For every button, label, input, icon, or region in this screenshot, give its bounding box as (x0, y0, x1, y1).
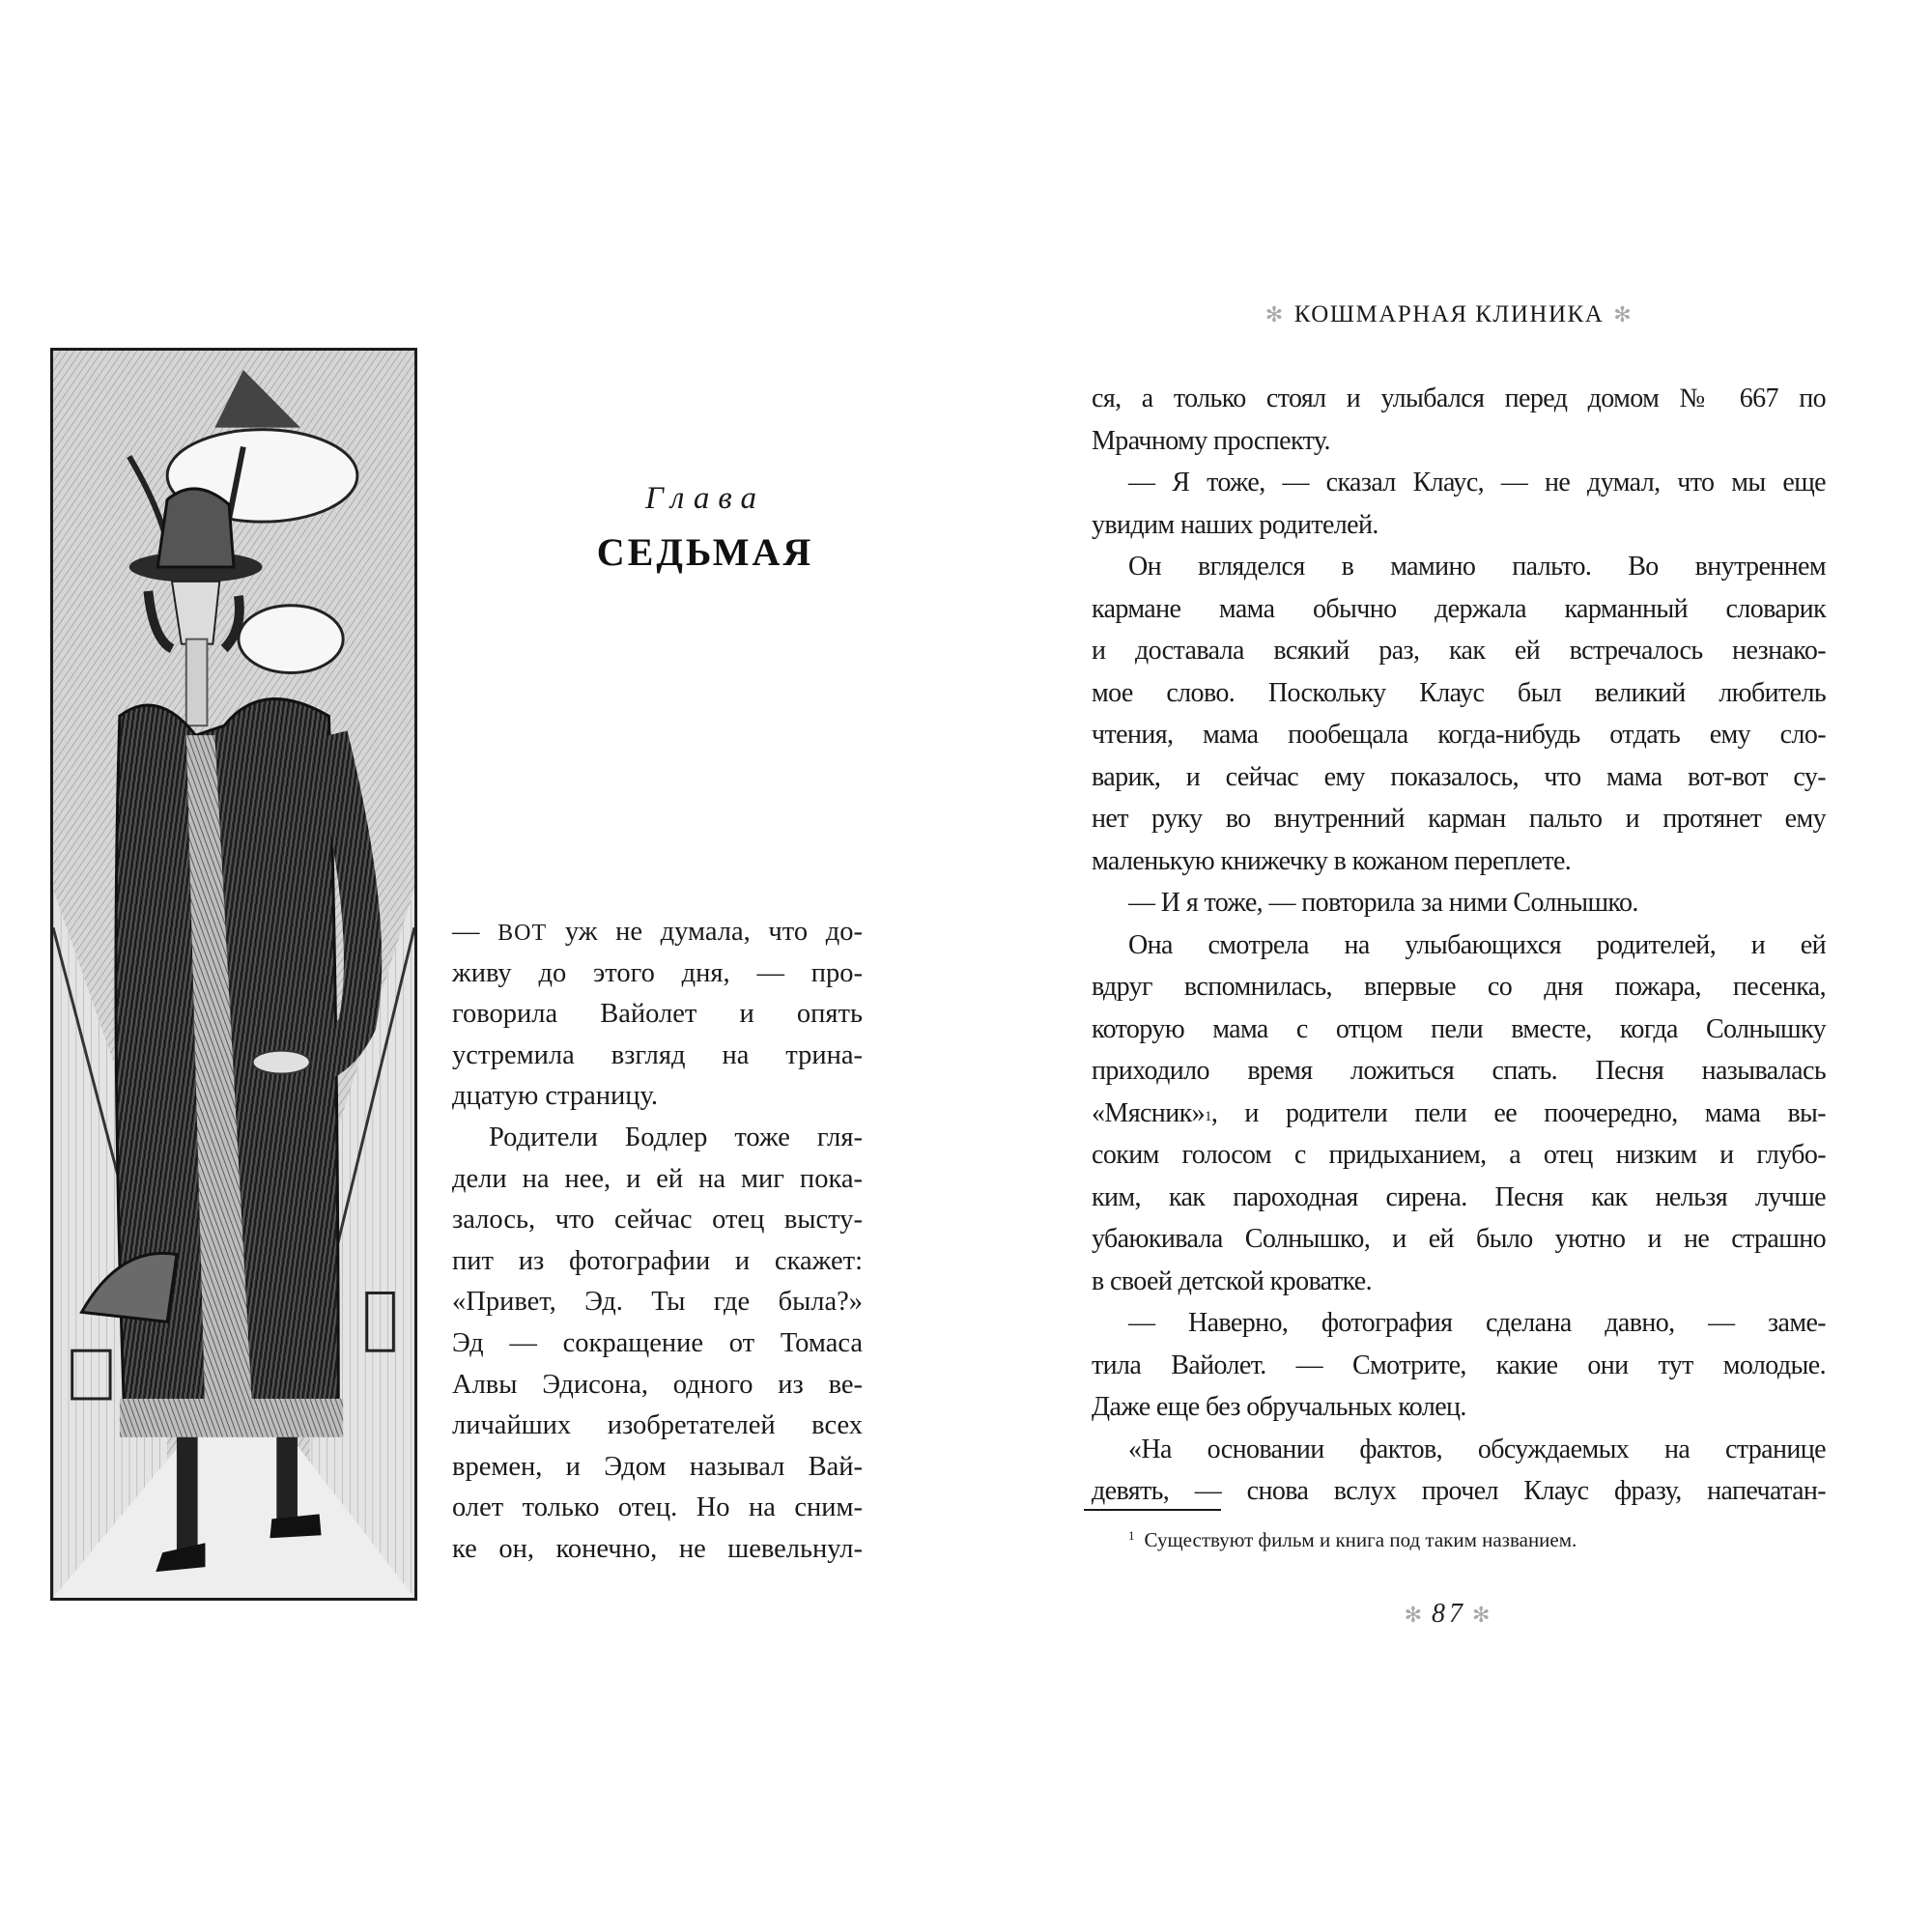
drop-caps-word: ВОТ (497, 921, 548, 946)
text-line: которую мама с отцом пели вместе, когда Солнышку (1092, 1013, 1826, 1044)
text-line: Даже еще без обручальных колец. (1092, 1392, 1466, 1422)
text-line: дцатую страницу. (452, 1081, 659, 1112)
running-header (1246, 301, 1652, 328)
chapter-illustration (50, 348, 417, 1601)
page-number-value: 87 (1432, 1599, 1466, 1629)
text-line: дели на нее, и ей на миг пока- (452, 1163, 863, 1194)
text-line: живу до этого дня, — про- (452, 957, 863, 988)
text-line: ке он, конечно, не шевельнул- (452, 1533, 863, 1564)
text-line: и доставала всякий раз, как ей встречалось незнако- (1092, 636, 1826, 666)
text-line: «Мясник»$^1$, и родители пели ее поочередно, мама вы- (1092, 1097, 1826, 1128)
footnote (1128, 1528, 1577, 1552)
text-line: вдруг вспомнилась, впервые со дня пожара, песенка, (1092, 972, 1826, 1002)
text-line: чтения, мама пообещала когда-нибудь отдать ему сло- (1092, 720, 1826, 750)
text-line: личайших изобретателей всех (452, 1410, 863, 1441)
text-line: говорила Вайолет и опять (452, 999, 863, 1030)
text-line: Мрачному проспекту. (1092, 425, 1330, 456)
running-header-title: КОШМАРНАЯ КЛИНИКА (1293, 301, 1605, 327)
text-line: — ВОТ уж не думала, что до- (452, 917, 864, 947)
text-line: ся, а только стоял и улыбался перед домом № 667 по (1092, 384, 1826, 413)
text-line: тила Вайолет. — Смотрите, какие они тут молодые. (1092, 1350, 1826, 1380)
text-line: пит из фотографии и скажет: (452, 1245, 863, 1276)
text-line: «Привет, Эд. Ты где была?» (452, 1287, 863, 1318)
text-line: варик, и сейчас ему показалось, что мама вот-вот су- (1092, 761, 1826, 792)
text-line: — Наверно, фотография сделана давно, — заме- (1128, 1308, 1826, 1338)
left-text-column (452, 912, 863, 1571)
right-text-column (1092, 378, 1826, 1513)
text-line: кармане мама обычно держала карманный словарик (1092, 593, 1826, 624)
text-line: ким, как пароходная сирена. Песня как нельзя лучше (1092, 1181, 1826, 1212)
text-line: — И я тоже, — повторила за ними Солнышко. (1128, 888, 1638, 918)
text-line: — Я тоже, — сказал Клаус, — не думал, что мы еще (1128, 468, 1826, 497)
ornament-icon: ✻ (1613, 302, 1634, 327)
ornament-icon: ✻ (1472, 1603, 1494, 1627)
text-line: залось, что сейчас отец высту- (452, 1205, 863, 1236)
footnote-divider (1084, 1509, 1221, 1511)
text-line: Родители Бодлер тоже гля- (489, 1122, 863, 1152)
footnote-text: Существуют фильм и книга под таким названием. (1144, 1528, 1577, 1551)
text-line: соким голосом с придыханием, а отец низким и глубо- (1092, 1140, 1826, 1170)
ornament-icon: ✻ (1264, 302, 1285, 327)
text-line: Она смотрела на улыбающихся родителей, и ей (1128, 929, 1826, 960)
ornament-icon: ✻ (1404, 1603, 1426, 1627)
text-line: Эд — сокращение от Томаса (452, 1327, 863, 1358)
chapter-title: СЕДЬМАЯ (596, 530, 814, 574)
footnote-mark: 1 (1128, 1528, 1135, 1543)
page-number (1391, 1599, 1507, 1630)
text-line: «На основании фактов, обсуждаемых на странице (1128, 1434, 1826, 1464)
text-line: маленькую книжечку в кожаном переплете. (1092, 845, 1572, 876)
text-line: олет только отец. Но на сним- (452, 1492, 863, 1523)
text-line: времен, и Эдом называл Вай- (452, 1451, 863, 1482)
text-line: мое слово. Поскольку Клаус был великий любитель (1092, 677, 1826, 708)
text-line: Алвы Эдисона, одного из ве- (452, 1369, 863, 1400)
text-line: девять, — снова вслух прочел Клаус фразу, напечатан- (1092, 1476, 1826, 1506)
text-line: в своей детской кроватке. (1092, 1265, 1373, 1296)
footnote-reference[interactable]: 1 (1204, 1108, 1211, 1124)
chapter-label: Глава (645, 481, 765, 516)
text-line: Он вгляделся в мамино пальто. Во внутреннем (1128, 552, 1826, 582)
woman-in-fur-coat-drawing (53, 351, 414, 1598)
text-line: устремила взгляд на трина- (452, 1039, 863, 1070)
text-line: приходило время ложиться спать. Песня называлась (1092, 1056, 1826, 1086)
text-line: увидим наших родителей. (1092, 509, 1378, 540)
text-line: убаюкивала Солнышко, и ей было уютно и не страшно (1092, 1224, 1826, 1254)
text-line: нет руку во внутренний карман пальто и протянет ему (1092, 804, 1826, 834)
